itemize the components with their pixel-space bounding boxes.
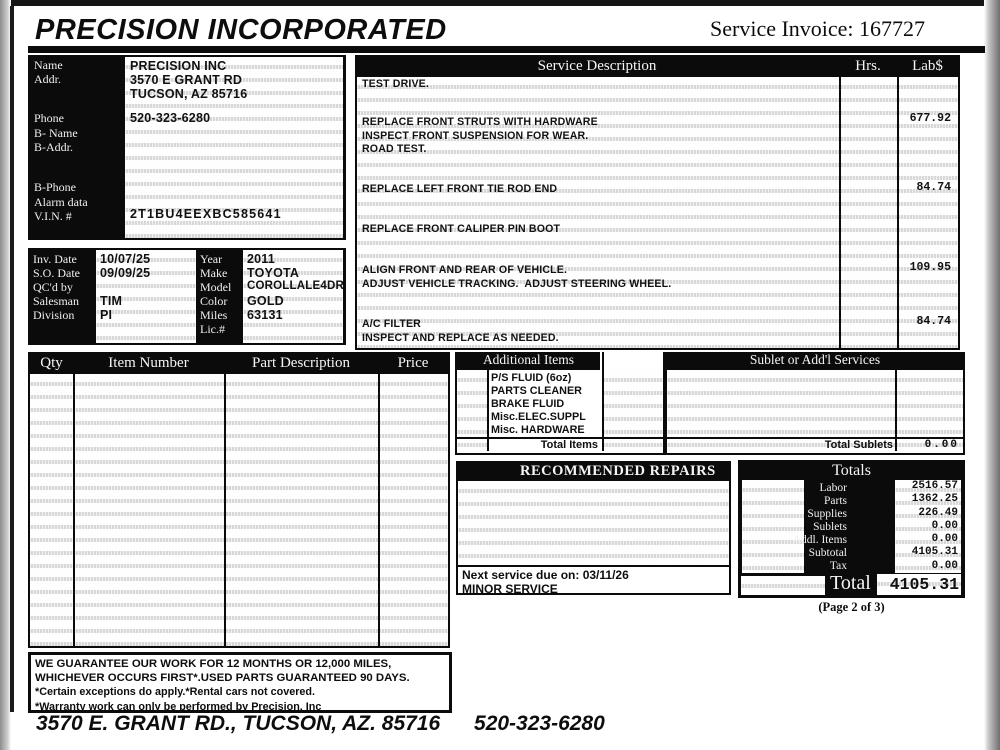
field-label-inv-date: Inv. Date (33, 252, 77, 266)
field-label-so-date: S.O. Date (33, 266, 80, 280)
totals-row-value: 0.00 (931, 519, 958, 532)
sublet-header (667, 352, 963, 370)
totals-row-label: Supplies (807, 508, 847, 520)
invoice-number: Service Invoice: 167727 (710, 16, 926, 41)
totals-row-value: 4105.31 (911, 546, 958, 559)
price-column-header: Price (397, 355, 429, 371)
make-value: TOYOTA (247, 266, 300, 280)
totals-box (738, 460, 965, 598)
totals-row-value: 2516.57 (911, 480, 958, 492)
field-label-color: Color (200, 294, 228, 308)
field-label-addr: Addr. (34, 72, 61, 86)
totals-row-label: Parts (824, 495, 847, 507)
service-description-header: Service Description (537, 58, 657, 74)
service-line: INSPECT FRONT SUSPENSION FOR WEAR. (362, 130, 589, 142)
guarantee-line: *Warranty work can only be performed by Precision, Inc (35, 700, 322, 713)
sublet-box (665, 352, 965, 455)
totals-row-label: Tax (829, 560, 847, 572)
next-service-due: Next service due on: 03/11/26 (462, 568, 629, 582)
footer-address: 3570 E. GRANT RD., TUCSON, AZ. 85716 (36, 712, 441, 735)
customer-addr1: 3570 E GRANT RD (130, 73, 243, 87)
additional-item: Misc.ELEC.SUPPL (491, 411, 586, 423)
labor-amount: 84.74 (916, 181, 951, 194)
parts-table-header (30, 354, 448, 374)
field-label-miles: Miles (200, 308, 228, 322)
additional-items-header (457, 352, 600, 370)
labor-amount: 109.95 (909, 261, 951, 274)
parts-column-divider (378, 374, 380, 646)
field-label-qcd-by: QC'd by (33, 280, 73, 294)
order-values-panel (96, 250, 196, 343)
scan-edge-top (10, 0, 1000, 6)
grand-total-value-box (877, 574, 961, 595)
parts-table (28, 352, 450, 648)
total-sublets-label: Total Sublets (824, 439, 893, 451)
customer-info-box (28, 55, 346, 240)
service-line: ADJUST VEHICLE TRACKING. ADJUST STEERING WHEEL. (362, 278, 672, 290)
service-line: REPLACE FRONT CALIPER PIN BOOT (362, 223, 561, 235)
field-label-b-addr: B-Addr. (34, 140, 73, 154)
vehicle-values-panel (243, 250, 343, 343)
item-number-column-header: Item Number (108, 355, 189, 371)
service-line: REPLACE FRONT STRUTS WITH HARDWARE (362, 116, 598, 128)
field-label-year: Year (200, 252, 223, 266)
totals-row-label: Sublets (813, 521, 847, 533)
grand-total-label: Total (830, 572, 871, 594)
guarantee-line: WHICHEVER OCCURS FIRST*.USED PARTS GUARANTEED 90 DAYS. (35, 672, 410, 685)
footer-address-line (36, 712, 605, 736)
field-label-make: Make (200, 266, 228, 280)
color-value: GOLD (247, 294, 284, 308)
field-label-salesman: Salesman (33, 294, 79, 308)
service-line: INSPECT AND REPLACE AS NEEDED. (362, 332, 559, 344)
customer-name: PRECISION INC (130, 59, 227, 73)
service-line: ALIGN FRONT AND REAR OF VEHICLE. (362, 264, 568, 276)
total-sublets-value: 0.00 (924, 439, 959, 451)
customer-values-panel (125, 57, 343, 238)
totals-row-value: 0.00 (931, 533, 958, 546)
guarantee-box (28, 652, 452, 713)
recommended-repairs-title: RECOMMENDED REPAIRS (520, 463, 716, 479)
total-items-label: Total Items (540, 439, 598, 451)
part-description-column-header: Part Description (252, 355, 350, 371)
guarantee-line: WE GUARANTEE OUR WORK FOR 12 MONTHS OR 12,000 MILES, (35, 658, 392, 670)
service-line: A/C FILTER (362, 318, 421, 330)
customer-addr2: TUCSON, AZ 85716 (130, 87, 248, 101)
model-value: COROLLALE4DR (247, 280, 344, 292)
scan-edge-right (984, 0, 1000, 750)
customer-vin: 2T1BU4EEXBC585641 (130, 207, 282, 221)
additional-item: Misc. HARDWARE (491, 424, 585, 436)
recommended-repairs-box (456, 461, 731, 595)
service-line: ROAD TEST. (362, 143, 427, 155)
title-rule (28, 46, 985, 53)
totals-row-label: Labor (819, 482, 847, 494)
service-table-header (357, 57, 958, 77)
field-label-division: Division (33, 308, 75, 322)
additional-items-title: Additional Items (482, 352, 575, 367)
scan-edge-left-line (10, 6, 14, 712)
field-label-name: Name (34, 58, 63, 72)
totals-row-value: 226.49 (918, 506, 958, 519)
miles-value: 63131 (247, 308, 283, 322)
totals-row-value: 1362.25 (911, 493, 958, 506)
parts-table-body (30, 374, 448, 646)
inv-date-value: 10/07/25 (100, 252, 151, 266)
field-label-lic: Lic.# (200, 322, 225, 336)
qty-column-header: Qty (40, 355, 63, 371)
vehicle-info-box (28, 248, 346, 345)
field-label-b-name: B- Name (34, 126, 78, 140)
service-line: TEST DRIVE. (362, 78, 429, 90)
totals-bottom-left-panel (741, 576, 825, 595)
totals-values-column (895, 480, 961, 573)
additional-item: BRAKE FLUID (491, 398, 565, 410)
division-value: PI (100, 308, 113, 322)
grand-total-value: 4105.31 (889, 575, 959, 594)
service-description-table (355, 55, 960, 350)
guarantee-line: *Certain exceptions do apply.*Rental cars not covered. (35, 686, 316, 699)
hrs-column-divider (839, 77, 841, 348)
lab-column-header: Lab$ (912, 58, 943, 74)
additional-item: PARTS CLEANER (491, 385, 582, 397)
year-value: 2011 (247, 252, 275, 266)
company-title: PRECISION INCORPORATED (35, 14, 447, 46)
labor-amount: 677.92 (909, 112, 951, 125)
hrs-column-header: Hrs. (855, 58, 881, 74)
additional-item: P/S FLUID (6oz) (491, 372, 572, 384)
totals-title: Totals (832, 462, 871, 479)
footer-phone: 520-323-6280 (474, 712, 605, 735)
totals-row-label: Subtotal (808, 547, 847, 559)
field-label-model: Model (200, 280, 232, 294)
field-label-b-phone: B-Phone (34, 180, 76, 194)
parts-column-divider (224, 374, 226, 646)
page-note: (Page 2 of 3) (818, 600, 885, 614)
parts-column-divider (73, 374, 75, 646)
sublet-title: Sublet or Add'l Services (749, 352, 881, 367)
totals-row-value: 0.00 (931, 559, 958, 572)
labor-amount: 84.74 (916, 315, 951, 328)
field-label-alarm: Alarm data (34, 195, 88, 209)
field-label-vin: V.I.N. # (34, 209, 72, 223)
salesman-value: TIM (100, 294, 123, 308)
totals-left-panel (742, 480, 804, 573)
additional-items-box (455, 352, 665, 455)
lab-column-divider (897, 77, 899, 348)
customer-phone: 520-323-6280 (130, 111, 211, 125)
service-line: REPLACE LEFT FRONT TIE ROD END (362, 183, 558, 195)
next-service-rule (458, 565, 729, 567)
service-type: MINOR SERVICE (462, 582, 558, 596)
so-date-value: 09/09/25 (100, 266, 151, 280)
field-label-phone: Phone (34, 111, 64, 125)
totals-row-label: Addl. Items (792, 534, 847, 546)
recommended-repairs-header (458, 463, 729, 481)
recommended-repairs-body (458, 481, 729, 565)
